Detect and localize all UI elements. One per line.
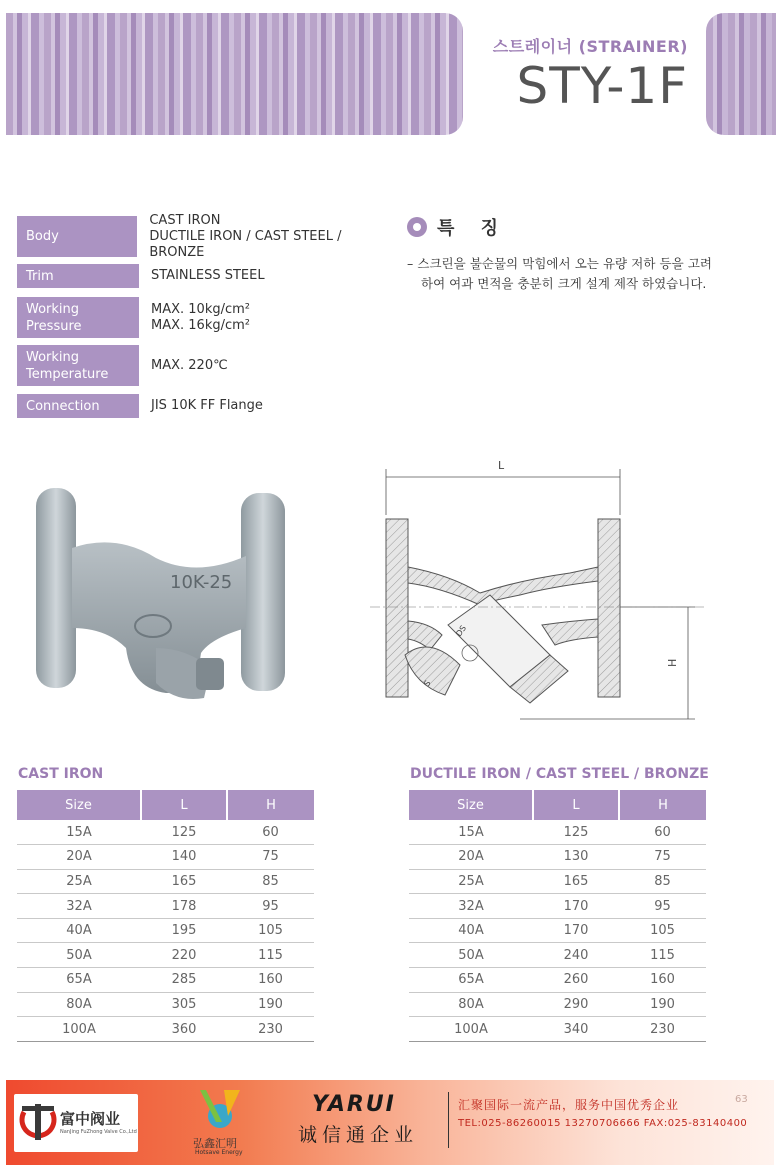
column-header-size: Size [409,790,533,820]
cell-h: 160 [619,968,706,993]
left-flange-section [386,519,408,697]
cell-h: 160 [227,968,314,993]
cell-size: 15A [409,820,533,845]
table-row [409,894,706,919]
cell-h: 60 [619,820,706,845]
cell-size: 40A [409,918,533,943]
table-row [409,918,706,943]
fuzhong-mark-icon [18,1102,58,1144]
cell-size: 32A [409,894,533,919]
cell-l: 240 [533,943,619,968]
column-header-h: H [227,790,314,820]
brand-wordmark: YARUI [312,1092,396,1117]
hotsave-mark-icon [198,1086,242,1130]
header-banner-right [706,13,776,135]
features-heading [407,214,508,240]
right-flange-section [598,519,620,697]
spec-value-line: MAX. 16kg/cm² [151,317,251,333]
cell-l: 165 [533,869,619,894]
left-flange [36,488,76,688]
dimension-label-ds: DS [454,623,469,639]
cell-l: 195 [141,918,227,943]
column-header-size: Size [17,790,141,820]
cell-l: 170 [533,918,619,943]
column-header-l: L [533,790,619,820]
spec-value-line: DUCTILE IRON / CAST STEEL / BRONZE [149,228,342,260]
strainer-cap [196,658,224,690]
spec-value-line: MAX. 220℃ [151,357,228,373]
cell-h: 95 [227,894,314,919]
cell-h: 75 [227,845,314,870]
cell-size: 80A [409,992,533,1017]
spec-value-line: MAX. 10kg/cm² [151,301,251,317]
product-photo [36,488,296,708]
cross-section-drawing [370,455,705,725]
slogan: 汇聚国际一流产品，服务中国优秀企业 [458,1098,680,1112]
cast-iron-table [17,790,314,1042]
table-row [409,845,706,870]
upper-body-wall [408,567,598,605]
cell-h: 85 [227,869,314,894]
dimension-label-h: H [666,658,679,667]
product-subtitle: 스트레이너 (STRAINER) [492,37,688,56]
cell-size: 20A [17,845,141,870]
cell-h: 105 [619,918,706,943]
table-row [17,845,314,870]
table-row [409,820,706,845]
cell-l: 290 [533,992,619,1017]
spec-value [137,212,397,260]
table-row [17,968,314,993]
strainer-cover [405,647,460,695]
table-row [17,820,314,845]
ductile-table-title: DUCTILE IRON / CAST STEEL / BRONZE [410,766,709,782]
cell-l: 260 [533,968,619,993]
spec-label: Connection [17,394,139,418]
table-row [17,992,314,1017]
cell-size: 50A [409,943,533,968]
lower-right-wall [542,619,598,645]
spec-row-pressure [17,297,397,338]
cell-h: 85 [619,869,706,894]
spec-row-connection [17,394,397,418]
table-row [17,943,314,968]
lower-left-wall [408,621,442,650]
cell-size: 15A [17,820,141,845]
spec-row-temperature [17,345,397,386]
cell-h: 115 [619,943,706,968]
dimension-label-l: L [498,459,505,472]
cell-l: 360 [141,1017,227,1042]
table-row [409,869,706,894]
cell-h: 105 [227,918,314,943]
cell-size: 20A [409,845,533,870]
spec-value [139,394,263,418]
table-row [17,918,314,943]
cell-l: 220 [141,943,227,968]
cell-size: 25A [17,869,141,894]
column-header-l: L [141,790,227,820]
spec-label: Working Pressure [17,297,139,338]
cell-h: 115 [227,943,314,968]
cell-h: 230 [619,1017,706,1042]
fuzhong-en: NanJing FuZhong Valve Co.,Ltd [60,1129,137,1135]
cell-size: 25A [409,869,533,894]
cell-l: 165 [141,869,227,894]
contact-info: TEL:025-86260015 13270706666 FAX:025-83140400 [458,1118,748,1129]
spec-row-body [17,212,397,260]
company-name: 诚信通企业 [298,1124,419,1146]
spec-value [139,297,250,338]
spec-value-line: JIS 10K FF Flange [151,398,263,413]
table-header-row [409,790,706,820]
dimension-label-s: S [422,678,433,689]
cell-size: 100A [17,1017,141,1042]
hotsave-en: Hotsave Energy [195,1149,243,1156]
table-row [409,1017,706,1042]
cell-l: 305 [141,992,227,1017]
table-row [17,894,314,919]
cell-size: 32A [17,894,141,919]
cell-l: 125 [533,820,619,845]
header-banner-left [6,13,463,135]
spec-value [139,345,228,386]
cell-size: 50A [17,943,141,968]
ductile-table [409,790,706,1042]
cell-size: 40A [17,918,141,943]
table-row [409,992,706,1017]
table-row [17,1017,314,1042]
spec-row-trim [17,264,397,288]
cell-l: 178 [141,894,227,919]
table-row [17,869,314,894]
spec-label: Body [17,216,137,257]
table-row [409,943,706,968]
body-marking: 10K-25 [170,572,233,593]
cell-h: 190 [619,992,706,1017]
features-title: 특 징 [437,218,509,239]
right-flange [241,493,285,691]
cell-l: 125 [141,820,227,845]
cell-size: 65A [17,968,141,993]
cell-l: 130 [533,845,619,870]
spec-value-line: CAST IRON [149,212,221,228]
cell-l: 170 [533,894,619,919]
cell-l: 285 [141,968,227,993]
cell-h: 75 [619,845,706,870]
cell-h: 60 [227,820,314,845]
fuzhong-logo [14,1094,138,1152]
cell-size: 100A [409,1017,533,1042]
cell-size: 80A [17,992,141,1017]
cast-iron-table-title: CAST IRON [18,766,104,782]
table-header-row [17,790,314,820]
spec-label: Working Temperature [17,345,139,386]
cell-size: 65A [409,968,533,993]
spec-value-line: STAINLESS STEEL [151,268,265,283]
features-text: – 스크린을 불순물의 막힘에서 오는 유량 저하 등을 고려하여 여과 면적을 충분히 크게 설계 제작 하였습니다. [407,256,712,291]
spec-value [139,264,265,288]
table-row [409,968,706,993]
circle-bullet-icon [407,217,427,237]
page-number: 63 [735,1094,748,1105]
fuzhong-name: 富中阀业 [60,1110,121,1128]
divider [448,1092,449,1148]
column-header-h: H [619,790,706,820]
product-model: STY-1F [516,57,688,115]
cell-l: 340 [533,1017,619,1042]
spec-label: Trim [17,264,139,288]
footer-banner [6,1080,774,1165]
cell-h: 95 [619,894,706,919]
cell-l: 140 [141,845,227,870]
cell-h: 230 [227,1017,314,1042]
hotsave-name: 弘鑫汇明 [193,1137,237,1150]
cell-h: 190 [227,992,314,1017]
